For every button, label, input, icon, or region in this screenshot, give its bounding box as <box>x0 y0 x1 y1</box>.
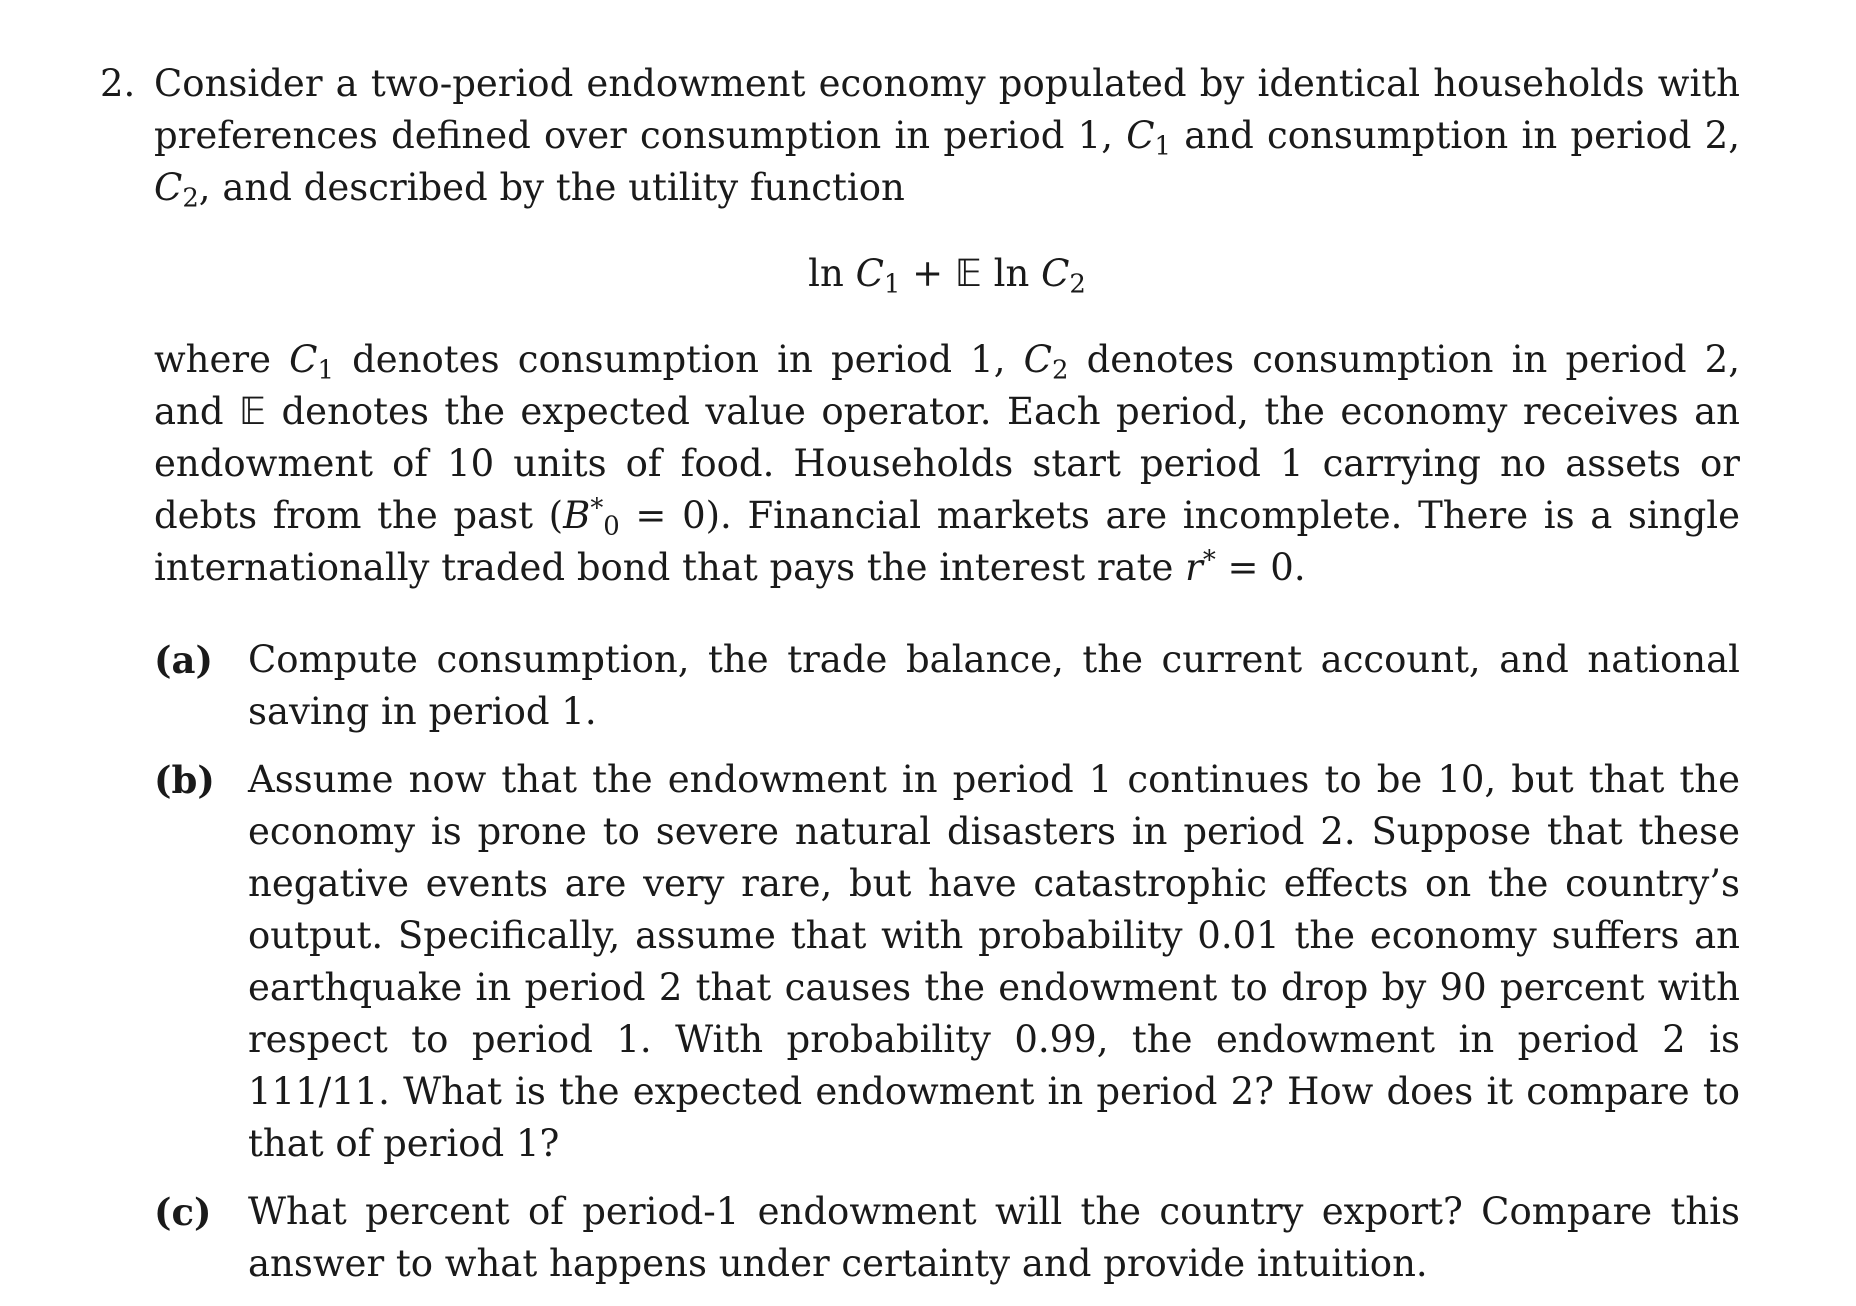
body-text-4: denotes the expected value operator. Each period, the economy receives an endowment of 10 units of food. Households start period 1 carrying no assets or debts from the past ( <box>154 390 1740 537</box>
problem-number: 2. <box>100 62 136 105</box>
body-text-6: = 0. <box>1215 546 1306 589</box>
problem-2 <box>100 58 1740 1306</box>
utility-expectation: 𝔼 <box>954 252 982 295</box>
part-c <box>154 1186 1740 1290</box>
body-text-2: denotes consumption in period 1, <box>333 338 1024 381</box>
problem-parts <box>154 634 1740 1290</box>
intro-end-text: , and described by the utility function <box>198 166 905 209</box>
body-b: B <box>563 494 591 537</box>
part-b-label: (b) <box>154 758 215 802</box>
part-a-label: (a) <box>154 638 213 682</box>
intro-c2-subscript: 2 <box>182 183 199 214</box>
part-c-label: (c) <box>154 1190 212 1234</box>
body-b-subscript: 0 <box>603 511 620 542</box>
body-r-superscript: * <box>1202 545 1216 576</box>
intro-text: Consider a two-period endowment economy populated by identical households with preferences defined over consumption in period 1, <box>154 62 1740 157</box>
intro-mid-text: and consumption in period 2, <box>1171 114 1740 157</box>
intro-c1-symbol: C <box>1126 114 1155 157</box>
body-text-1: where <box>154 338 290 381</box>
body-b-superscript: * <box>590 493 604 524</box>
body-expectation: 𝔼 <box>239 390 267 433</box>
body-c1: C <box>289 338 318 381</box>
part-a-text: Compute consumption, the trade balance, the current account, and national saving in period 1. <box>248 638 1740 733</box>
body-r: r <box>1185 546 1203 589</box>
problem-intro <box>100 58 1740 214</box>
intro-c2-symbol: C <box>154 166 183 209</box>
part-c-text: What percent of period-1 endowment will the country export? Compare this answer to what happens under certainty and provide intuition. <box>248 1190 1740 1285</box>
body-text-3: denotes consumption in period 2, and <box>154 338 1740 433</box>
utility-plus: + <box>900 252 955 295</box>
body-c1-subscript: 1 <box>317 355 334 386</box>
utility-c1-subscript: 1 <box>883 269 901 300</box>
utility-c2: C <box>1041 252 1070 295</box>
part-b <box>154 754 1740 1170</box>
utility-function <box>154 248 1740 300</box>
utility-ln-1: ln <box>808 252 844 295</box>
part-a <box>154 634 1740 738</box>
body-c2-subscript: 2 <box>1051 355 1069 386</box>
intro-c1-subscript: 1 <box>1154 131 1171 162</box>
body-text-5: = 0). Financial markets are incomplete. There is a single internationally traded bond that pays the interest rate <box>154 494 1740 589</box>
part-b-text: Assume now that the endowment in period 1 continues to be 10, but that the economy is prone to severe natural disasters in period 2. Suppose that these negative events are very rare, but have catastrophic effects on the country’s output. Specifically, assume that with probability 0.01 the economy suffers an earthquake in period 2 that causes the endowment to drop by 90 percent with respect to period 1. With probability 0.99, the endowment in period 2 is 111/11. What is the expected endowment in period 2? How does it compare to that of period 1? <box>248 758 1740 1165</box>
body-c2: C <box>1023 338 1052 381</box>
problem-body <box>154 334 1740 594</box>
utility-c2-subscript: 2 <box>1069 269 1086 300</box>
utility-ln-2: ln <box>981 252 1042 295</box>
utility-c1: C <box>855 252 884 295</box>
